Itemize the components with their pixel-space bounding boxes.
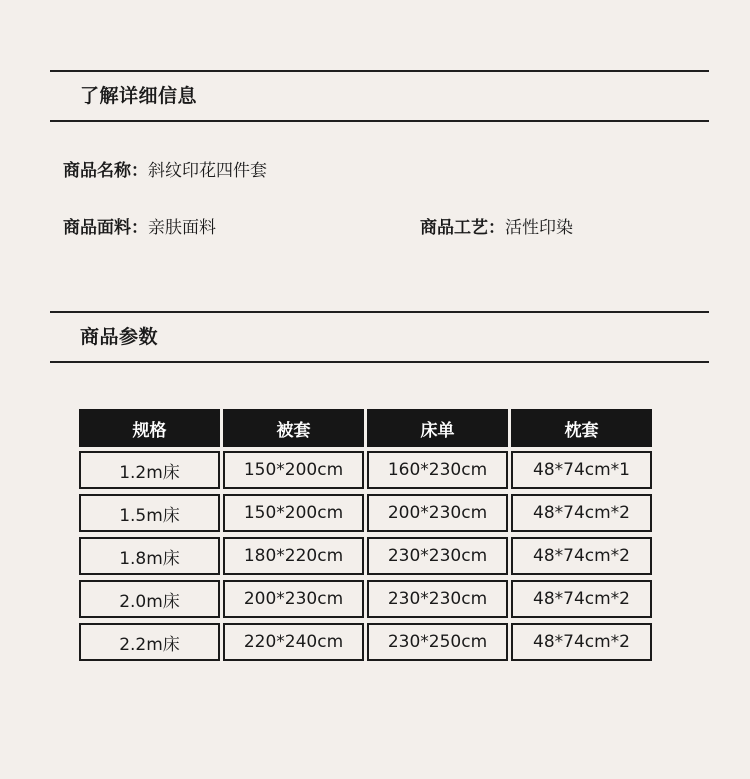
- table-cell-spec: 1.2m床: [79, 451, 220, 489]
- product-fabric-row: [63, 217, 216, 239]
- table-cell-spec: 1.5m床: [79, 494, 220, 532]
- top-divider: [50, 70, 709, 72]
- table-header-row: [79, 409, 654, 447]
- detail-section-title: 了解详细信息: [80, 85, 198, 107]
- params-title-divider: [50, 361, 709, 363]
- table-cell-sheet: 160*230cm: [367, 451, 508, 489]
- table-cell-pillowcase: 48*74cm*2: [511, 580, 652, 618]
- product-fabric-value: 亲肤面料: [148, 218, 216, 238]
- table-cell-pillowcase: 48*74cm*1: [511, 451, 652, 489]
- table-cell-duvet: 180*220cm: [223, 537, 364, 575]
- header-cell-sheet: 床单: [367, 409, 508, 447]
- table-cell-spec: 2.0m床: [79, 580, 220, 618]
- table-cell-spec: 2.2m床: [79, 623, 220, 661]
- header-cell-pillowcase: 枕套: [511, 409, 652, 447]
- table-row: [79, 451, 654, 489]
- table-cell-sheet: 200*230cm: [367, 494, 508, 532]
- header-cell-duvet: 被套: [223, 409, 364, 447]
- product-craft-value: 活性印染: [505, 218, 573, 238]
- table-cell-pillowcase: 48*74cm*2: [511, 494, 652, 532]
- table-row: [79, 623, 654, 661]
- product-name-label: 商品名称：: [63, 161, 148, 181]
- table-cell-sheet: 230*230cm: [367, 580, 508, 618]
- table-cell-duvet: 150*200cm: [223, 451, 364, 489]
- table-row: [79, 494, 654, 532]
- product-name-value: 斜纹印花四件套: [148, 161, 267, 181]
- product-fabric-label: 商品面料：: [63, 218, 148, 238]
- table-row: [79, 580, 654, 618]
- table-cell-pillowcase: 48*74cm*2: [511, 537, 652, 575]
- params-section-title: 商品参数: [80, 326, 159, 348]
- table-cell-spec: 1.8m床: [79, 537, 220, 575]
- table-cell-sheet: 230*230cm: [367, 537, 508, 575]
- product-craft-label: 商品工艺：: [420, 218, 505, 238]
- table-row: [79, 537, 654, 575]
- table-cell-duvet: 220*240cm: [223, 623, 364, 661]
- size-table: [79, 409, 654, 666]
- detail-title-divider: [50, 120, 709, 122]
- table-cell-sheet: 230*250cm: [367, 623, 508, 661]
- product-craft-row: [420, 217, 573, 239]
- header-cell-spec: 规格: [79, 409, 220, 447]
- table-cell-pillowcase: 48*74cm*2: [511, 623, 652, 661]
- params-divider-top: [50, 311, 709, 313]
- table-cell-duvet: 150*200cm: [223, 494, 364, 532]
- product-name-row: [63, 160, 267, 182]
- table-cell-duvet: 200*230cm: [223, 580, 364, 618]
